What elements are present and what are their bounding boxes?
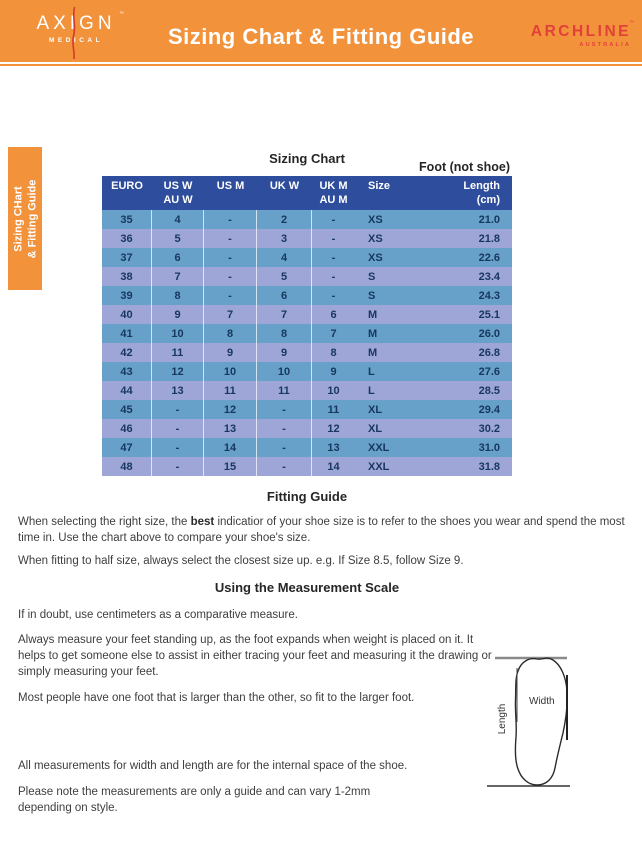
table-cell: M	[368, 308, 378, 321]
banner-rule	[0, 64, 642, 66]
table-cell: XXL	[368, 460, 390, 473]
table-cell: 10	[152, 324, 204, 343]
table-cell: 41	[102, 324, 152, 343]
side-tab-label	[8, 147, 42, 290]
sizing-table-body	[102, 210, 512, 476]
table-cell: 42	[102, 343, 152, 362]
table-row	[102, 210, 512, 229]
table-cell: L	[368, 365, 375, 378]
axign-trademark: ™	[119, 11, 124, 17]
measurement-paragraph-2: Always measure your feet standing up, as the foot expands when weight is placed on it. It helps to get someone else to assist in either tracing your feet and measuring it the drawing or simply measuring your feet.	[18, 634, 492, 678]
table-cell: 48	[102, 457, 152, 476]
table-row	[102, 248, 512, 267]
col-header-us-m: US M	[216, 180, 245, 192]
table-cell: 6	[152, 248, 204, 267]
table-cell: 10	[204, 362, 257, 381]
table-cell: -	[204, 229, 257, 248]
length-label: Length	[497, 703, 508, 735]
fitting-guide-paragraph-1	[18, 514, 634, 546]
measurement-paragraph-5: Please note the measurements are only a guide and can vary 1-2mm depending on style.	[18, 786, 371, 814]
archline-trademark: ™	[629, 20, 634, 26]
table-cell: 21.8	[478, 232, 500, 245]
measurement-paragraph-1: If in doubt, use centimeters as a comparative measure.	[18, 609, 298, 621]
width-label: Width	[529, 696, 555, 707]
table-cell: M	[368, 327, 378, 340]
table-cell: -	[331, 270, 336, 283]
table-cell: 11	[257, 381, 312, 400]
table-cell: 13	[204, 419, 257, 438]
table-cell: 6	[330, 308, 337, 321]
archline-logo-text: ARCHLINE	[530, 23, 631, 40]
table-cell: 15	[204, 457, 257, 476]
table-cell: 38	[102, 267, 152, 286]
side-tab-line1: Sizing CHart	[12, 185, 24, 252]
table-cell: 5	[257, 267, 312, 286]
measurement-scale-title: Using the Measurement Scale	[214, 580, 400, 595]
col-header-euro: EURO	[111, 180, 143, 192]
table-cell: 37	[102, 248, 152, 267]
table-cell: 28.5	[478, 384, 500, 397]
table-cell: 10	[257, 362, 312, 381]
table-cell: 9	[152, 305, 204, 324]
col-header-us-w: US W AU W	[163, 180, 193, 206]
table-cell: M	[368, 346, 378, 359]
table-cell: 26.8	[478, 346, 500, 359]
table-cell: 11	[327, 403, 340, 416]
table-cell: XL	[368, 422, 383, 435]
table-cell: 47	[102, 438, 152, 457]
table-cell: XL	[368, 403, 383, 416]
header-banner	[0, 0, 642, 62]
foot-not-shoe-note: Foot (not shoe)	[419, 160, 510, 174]
table-cell: 9	[204, 343, 257, 362]
table-cell: XS	[368, 213, 383, 226]
table-cell: -	[152, 419, 204, 438]
axign-logo-text: AXIGN	[36, 13, 116, 34]
table-row	[102, 267, 512, 286]
table-cell: 3	[257, 229, 312, 248]
col-header-uk-m: UK M AU M	[319, 180, 348, 206]
table-cell: -	[152, 457, 204, 476]
table-cell: 39	[102, 286, 152, 305]
table-cell: 7	[330, 327, 337, 340]
table-cell: 8	[204, 324, 257, 343]
table-cell: 7	[257, 305, 312, 324]
archline-logo-subtext: AUSTRALIA	[579, 42, 631, 48]
table-row	[102, 362, 512, 381]
p1-bold: best	[190, 516, 215, 528]
table-cell: -	[152, 438, 204, 457]
measurement-paragraph-3: Most people have one foot that is larger than the other, so fit to the larger foot.	[18, 692, 415, 704]
table-cell: S	[368, 270, 376, 283]
table-row	[102, 229, 512, 248]
table-cell: 5	[152, 229, 204, 248]
table-cell: L	[368, 384, 375, 397]
table-cell: -	[331, 289, 336, 302]
side-tab-line2: & Fitting Guide	[26, 179, 38, 258]
table-row	[102, 305, 512, 324]
table-cell: 23.4	[478, 270, 500, 283]
table-cell: XS	[368, 251, 383, 264]
table-row	[102, 286, 512, 305]
table-cell: 46	[102, 419, 152, 438]
col-header-uk-w: UK W	[269, 180, 300, 192]
table-cell: 7	[152, 267, 204, 286]
table-cell: 4	[257, 248, 312, 267]
table-cell: -	[204, 267, 257, 286]
table-cell: XS	[368, 232, 383, 245]
table-cell: 31.0	[478, 441, 500, 454]
table-cell: 8	[330, 346, 337, 359]
table-row	[102, 438, 512, 457]
col-header-size: Size	[368, 180, 391, 192]
table-cell: -	[331, 232, 336, 245]
axign-logo-subtext: MEDICAL	[48, 37, 104, 44]
table-cell: 10	[327, 384, 340, 397]
table-row	[102, 400, 512, 419]
table-cell: 24.3	[478, 289, 500, 302]
table-cell: XXL	[368, 441, 390, 454]
table-cell: 14	[204, 438, 257, 457]
table-row	[102, 381, 512, 400]
side-tab	[8, 147, 42, 290]
table-cell: 4	[152, 210, 204, 229]
archline-logo	[505, 20, 634, 48]
table-cell: 27.6	[478, 365, 500, 378]
p1-after: indicatior of your shoe size is to refer to the shoes you wear and spend the most time in. Use the chart above to compare your shoe's size.	[18, 516, 625, 544]
table-cell: -	[257, 457, 312, 476]
table-cell: 44	[102, 381, 152, 400]
sizing-chart-title: Sizing Chart	[269, 151, 345, 166]
fitting-guide-paragraph-2: When fitting to half size, always select the closest size up. e.g. If Size 8.5, follow Size 9.	[18, 555, 464, 567]
table-cell: 8	[257, 324, 312, 343]
table-cell: 12	[327, 422, 340, 435]
table-cell: 6	[257, 286, 312, 305]
table-cell: 14	[327, 460, 340, 473]
table-cell: 13	[152, 381, 204, 400]
foot-measurement-diagram	[485, 645, 595, 795]
table-cell: 11	[204, 381, 257, 400]
table-cell: 8	[152, 286, 204, 305]
table-row	[102, 457, 512, 476]
table-row	[102, 343, 512, 362]
table-cell: -	[257, 400, 312, 419]
table-cell: 9	[330, 365, 337, 378]
table-cell: 7	[204, 305, 257, 324]
col-header-length: Length (cm)	[463, 180, 500, 206]
sizing-table	[102, 176, 512, 476]
fitting-guide-title: Fitting Guide	[266, 489, 348, 504]
table-cell: -	[331, 213, 336, 226]
table-cell: 29.4	[478, 403, 500, 416]
table-cell: 36	[102, 229, 152, 248]
table-cell: 25.1	[478, 308, 500, 321]
table-cell: -	[204, 210, 257, 229]
table-cell: 35	[102, 210, 152, 229]
table-row	[102, 324, 512, 343]
table-cell: -	[204, 248, 257, 267]
table-cell: -	[204, 286, 257, 305]
table-cell: 30.2	[478, 422, 500, 435]
table-header-row	[102, 176, 512, 210]
table-cell: 26.0	[478, 327, 500, 340]
table-cell: -	[331, 251, 336, 264]
table-cell: 9	[257, 343, 312, 362]
table-cell: 2	[257, 210, 312, 229]
page-title: Sizing Chart & Fitting Guide	[167, 24, 475, 49]
table-cell: 43	[102, 362, 152, 381]
table-cell: -	[257, 438, 312, 457]
table-cell: 40	[102, 305, 152, 324]
measurement-paragraph-4: All measurements for width and length are for the internal space of the shoe.	[18, 760, 408, 772]
foot-outline	[515, 658, 567, 785]
p1-before: When selecting the right size, the	[18, 516, 191, 528]
table-cell: 22.6	[478, 251, 500, 264]
table-cell: 12	[204, 400, 257, 419]
table-cell: S	[368, 289, 376, 302]
table-cell: 21.0	[478, 213, 500, 226]
table-cell: -	[152, 400, 204, 419]
table-cell: 45	[102, 400, 152, 419]
table-cell: 13	[327, 441, 340, 454]
table-cell: 11	[152, 343, 204, 362]
table-row	[102, 419, 512, 438]
table-cell: 31.8	[478, 460, 500, 473]
table-cell: 12	[152, 362, 204, 381]
table-cell: -	[257, 419, 312, 438]
